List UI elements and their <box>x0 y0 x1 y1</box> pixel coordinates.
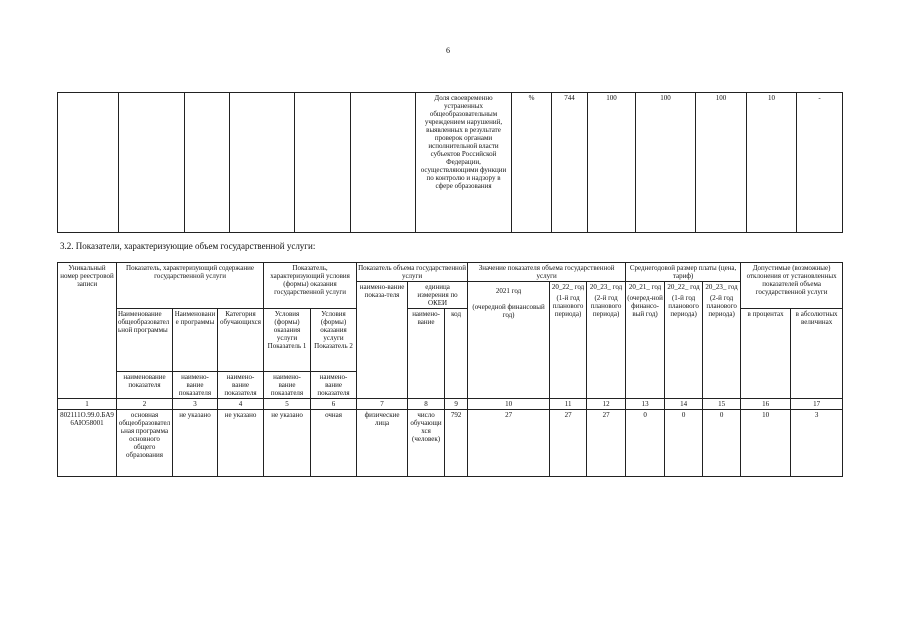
p2021-sub: (очеред-ной финансо-вый год) <box>627 294 663 318</box>
cell-vol-name: физические лица <box>357 410 408 477</box>
volume-indicator-table <box>57 262 843 477</box>
header-y2021 <box>468 282 550 399</box>
cell-v3: 27 <box>587 410 626 477</box>
column-number: 17 <box>791 399 843 410</box>
cell-unit-name: число обучающихся (человек) <box>408 410 445 477</box>
header-vol-unit: единица измерения по ОКЕИ <box>408 282 468 309</box>
cell-empty <box>119 93 185 233</box>
y2023-sub: (2-й год планового периода) <box>590 294 622 318</box>
column-number: 3 <box>173 399 218 410</box>
cell-p2: 0 <box>665 410 703 477</box>
header-deviation: Допустимые (возможные) отклонения от установленных показателей объема государственной услуги <box>741 263 843 309</box>
cell-empty <box>230 93 295 233</box>
value-cell: 100 <box>636 93 696 233</box>
cell-unit-code: 792 <box>445 410 468 477</box>
cell-empty <box>58 93 119 233</box>
column-number: 5 <box>264 399 311 410</box>
column-number: 7 <box>357 399 408 410</box>
column-number: 8 <box>408 399 445 410</box>
header-n5: наимено-вание показателя <box>311 372 357 399</box>
section-title: 3.2. Показатели, характеризующие объем государственной услуги: <box>60 241 316 251</box>
cell-c1: основная общеобразовательная программа основного общего образования <box>117 410 173 477</box>
unit-cell: % <box>512 93 552 233</box>
column-number: 12 <box>587 399 626 410</box>
column-number-row <box>58 399 843 410</box>
y2023-label: 20_23_ год <box>589 283 623 291</box>
table-row <box>58 410 843 477</box>
header-reg: Уникальный номер реестровой записи <box>58 263 117 399</box>
cell-empty <box>295 93 351 233</box>
p2022-sub: (1-й год планового периода) <box>668 294 699 318</box>
page-number: 6 <box>446 46 450 55</box>
value-cell: 100 <box>588 93 636 233</box>
cell-v1: 27 <box>468 410 550 477</box>
p2023-sub: (2-й год планового периода) <box>706 294 737 318</box>
cell-pct: 10 <box>741 410 791 477</box>
header-p2022 <box>665 282 703 399</box>
column-number: 1 <box>58 399 117 410</box>
column-number: 4 <box>218 399 264 410</box>
header-c4: Условия (формы) оказания услуги Показатель 1 <box>264 309 311 372</box>
cell-v2: 27 <box>550 410 587 477</box>
header-unit-code: код <box>445 309 468 399</box>
cell-abs: 3 <box>791 410 843 477</box>
column-number: 14 <box>665 399 703 410</box>
header-n1: наименование показателя <box>117 372 173 399</box>
cell-c3: не указано <box>218 410 264 477</box>
header-y2023 <box>587 282 626 399</box>
y2021-label: 2021 год <box>495 287 522 295</box>
header-y2022 <box>550 282 587 399</box>
p2022-label: 20_22_ год <box>667 283 700 291</box>
header-conditions: Показатель, характеризующий условия (формы) оказания государственной услуги <box>264 263 357 309</box>
cell-empty <box>351 93 416 233</box>
pct-cell: 10 <box>747 93 797 233</box>
column-number: 11 <box>550 399 587 410</box>
cell-c5: очная <box>311 410 357 477</box>
abs-cell: - <box>797 93 843 233</box>
column-number: 13 <box>626 399 665 410</box>
cell-p3: 0 <box>703 410 741 477</box>
header-content: Показатель, характеризующий содержание государственной услуги <box>117 263 264 309</box>
header-p2023 <box>703 282 741 399</box>
column-number: 6 <box>311 399 357 410</box>
cell-empty <box>185 93 230 233</box>
header-c5: Условия (формы) оказания услуги Показатель 2 <box>311 309 357 372</box>
header-c3: Категория обучающихся <box>218 309 264 372</box>
cell-c4: не указано <box>264 410 311 477</box>
okei-cell: 744 <box>552 93 588 233</box>
value-cell: 100 <box>696 93 747 233</box>
cell-p1: 0 <box>626 410 665 477</box>
y2021-sub: (очередной финансовый год) <box>472 303 545 319</box>
header-row <box>58 263 843 282</box>
p2023-label: 20_23_ год <box>705 283 738 291</box>
indicator-name: Доля своевременно устраненных общеобразовательным учреждением нарушений, выявленных в результате проверок органами исполнительной власти субъектов Российской Федерации, осуществляющими функции по контролю и надзору в сфере образования <box>416 93 512 233</box>
y2022-sub: (1-й год планового периода) <box>552 294 584 318</box>
p2021-label: 20_21_ год <box>628 283 662 291</box>
column-number: 10 <box>468 399 550 410</box>
cell-reg: 802111О.99.0.БА96АЮ58001 <box>58 410 117 477</box>
header-n3: наимено-вание показателя <box>218 372 264 399</box>
header-n4: наимено-вание показателя <box>264 372 311 399</box>
header-n2: наимено-вание показателя <box>173 372 218 399</box>
column-number: 2 <box>117 399 173 410</box>
quality-indicator-table <box>57 92 843 233</box>
header-volume: Показатель объема государственной услуги <box>358 264 467 280</box>
column-number: 15 <box>703 399 741 410</box>
header-c2: Наименование программы <box>173 309 218 372</box>
y2022-label: 20_22_ год <box>551 283 585 291</box>
header-dev-pct: в процентах <box>741 309 791 399</box>
header-unit-name: наимено-вание <box>408 309 445 399</box>
header-vol-name: наимено-вание показа-теля <box>357 282 408 399</box>
cell-c2: не указано <box>173 410 218 477</box>
header-p2021 <box>626 282 665 399</box>
header-price: Среднегодовой размер платы (цена, тариф) <box>626 263 741 282</box>
column-number: 9 <box>445 399 468 410</box>
header-dev-abs: в абсолютных величинах <box>791 309 843 399</box>
header-value: Значение показателя объема государственной услуги <box>468 263 626 282</box>
column-number: 16 <box>741 399 791 410</box>
header-c1: Наименование общеобразовательной программы <box>117 309 173 372</box>
table-row <box>58 93 843 233</box>
